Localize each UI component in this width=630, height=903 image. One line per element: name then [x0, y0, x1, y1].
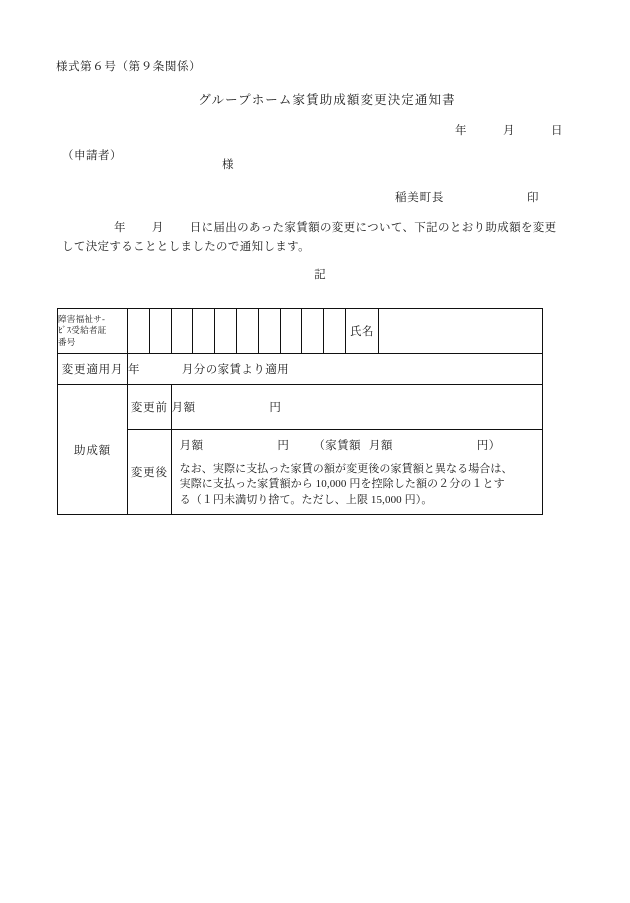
after-change-label: 変更後: [128, 430, 172, 515]
before-monthly-unit: 円: [269, 402, 282, 414]
before-monthly-label: 月額: [171, 402, 196, 414]
body-year: 年: [114, 222, 126, 234]
after-change-content: [172, 431, 542, 514]
after-note-line1: なお、実際に支払った家賃の額が変更後の家賃額と異なる場合は、: [179, 462, 513, 475]
recipient-digit-cell[interactable]: [215, 309, 237, 354]
body-day-text: 日に届出のあった家賃額の変更について、下記のとおり助成額を変更: [189, 222, 557, 234]
seal-mark: 印: [527, 192, 539, 204]
recipient-digit-cell[interactable]: [280, 309, 302, 354]
table-row-before-change: [58, 385, 543, 430]
after-rent-unit: 円）: [476, 439, 501, 452]
recipient-digit-cell[interactable]: [236, 309, 258, 354]
after-rent-monthly-label: 月額: [368, 439, 393, 452]
body-month: 月: [151, 222, 164, 234]
recipient-digit-cell[interactable]: [324, 309, 346, 354]
recipient-digit-cell[interactable]: [302, 309, 324, 354]
after-note-line3: る（１円未満切り捨て。ただし、上限 15,000 円）。: [179, 493, 433, 506]
recipient-digit-cell[interactable]: [193, 309, 215, 354]
issuer-name: 稲美町長: [395, 192, 445, 204]
apply-month-value-cell[interactable]: [128, 354, 543, 385]
body-paragraph: [62, 219, 570, 257]
recipient-digit-cell[interactable]: [149, 309, 171, 354]
applicant-label: （申請者）: [62, 150, 122, 162]
recipient-label-line1: 障害福祉サ-: [58, 313, 106, 324]
issue-date-line: 年 月 日: [455, 125, 563, 137]
document-title: グループホーム家賃助成額変更決定通知書: [198, 93, 456, 107]
before-change-label: 変更前: [128, 385, 172, 430]
subsidy-amount-label: 助成額: [58, 385, 128, 515]
table-row-recipient-number: [58, 309, 543, 354]
body-line2: して決定することとしましたので通知します。: [62, 241, 310, 253]
recipient-label-line3: 番号: [58, 336, 76, 347]
after-monthly-label: 月額: [179, 439, 204, 452]
subsidy-form-table: [57, 308, 543, 515]
after-change-amount-cell[interactable]: [171, 430, 542, 515]
recipient-digit-cell[interactable]: [128, 309, 150, 354]
before-change-amount-cell[interactable]: [171, 385, 542, 430]
recipient-digit-cell[interactable]: [258, 309, 280, 354]
after-change-note: [180, 462, 534, 509]
recipient-digit-cell[interactable]: [171, 309, 193, 354]
applicant-honorific: 様: [222, 159, 234, 171]
ki-mark: 記: [314, 269, 326, 281]
apply-month-year: 年: [128, 364, 140, 376]
name-label: 氏名: [345, 309, 378, 354]
after-note-line2: 実際に支払った家賃額から 10,000 円を控除した額の２分の１とす: [179, 478, 505, 491]
recipient-number-label: [58, 309, 128, 354]
name-input-cell[interactable]: [378, 309, 542, 354]
apply-month-label: 変更適用月: [58, 354, 128, 385]
after-rent-open: （家賃額: [313, 439, 361, 452]
after-amount-line: [180, 437, 534, 453]
table-row-apply-month: [58, 354, 543, 385]
form-number: 様式第６号（第９条関係）: [56, 61, 202, 73]
after-monthly-unit: 円: [277, 439, 290, 452]
table-row-after-change: [58, 430, 543, 515]
apply-month-text: 月分の家賃より適用: [181, 364, 290, 376]
recipient-label-line2: ﾋﾞｽ受給者証: [58, 325, 107, 336]
